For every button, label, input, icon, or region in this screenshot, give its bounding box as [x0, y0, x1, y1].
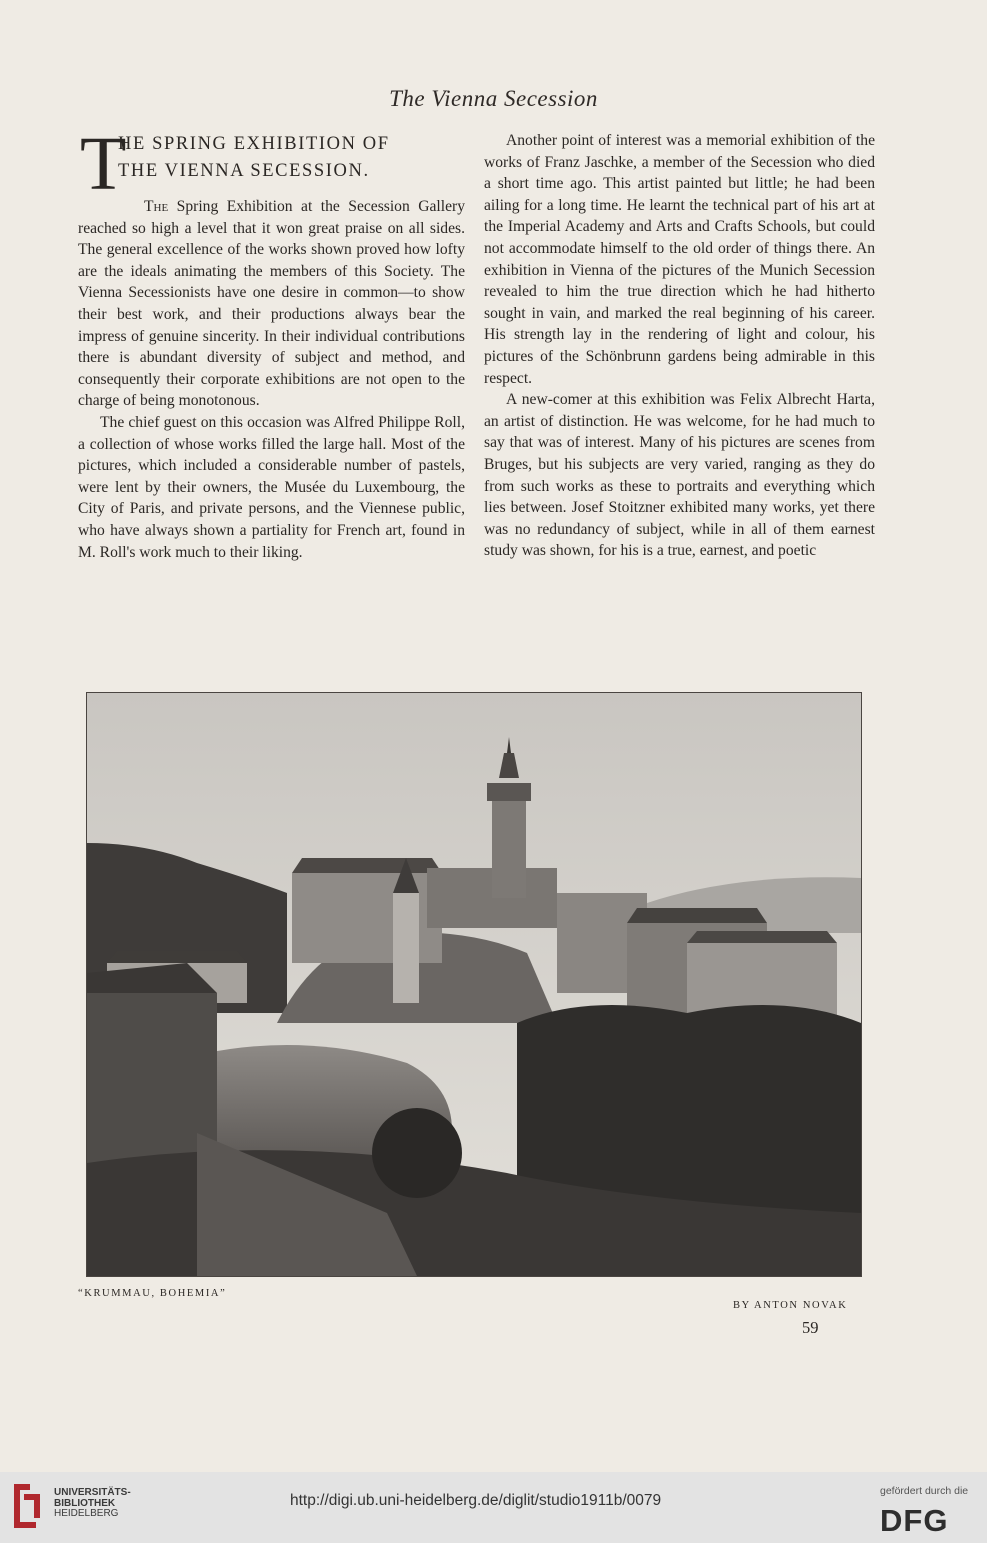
running-head: The Vienna Secession — [389, 86, 598, 111]
funder-label: gefördert durch die — [880, 1485, 969, 1497]
digitization-footer — [0, 1472, 987, 1543]
paragraph-1 — [78, 196, 465, 412]
lead-word: The — [144, 198, 169, 215]
library-name-line-2: BIBLIOTHEK — [54, 1497, 116, 1509]
library-name — [54, 1488, 131, 1520]
library-logo-icon — [10, 1482, 46, 1530]
drop-cap: T — [80, 122, 127, 206]
headline-line-1: HE SPRING EXHIBITION OF — [118, 134, 390, 154]
page-number: 59 — [802, 1318, 819, 1337]
painting-krummau — [86, 692, 862, 1277]
paragraph-4: A new-comer at this exhibition was Felix Albrecht Harta, an artist of distinction. He was welcome, for he had much to say that was of interest. Many of his pictures are scenes from Bruges, but his subjects are very varied, ranging as they do from such works as these to portraits and everything which lies between. Josef Stoitzner exhibited many works, yet there was no redundancy of subject, while in all of them earnest study was shown, for his is a true, earnest, and poetic — [484, 391, 875, 560]
paragraph-2: The chief guest on this occasion was Alfred Philippe Roll, a collection of whose works filled the large hall. Most of the pictures, which included a considerable number of pastels, were lent by their owners, the Musée du Luxembourg, the City of Paris, and private persons, and the Viennese public, who have always shown a partiality for French art, found in M. Roll's work much to their liking. — [78, 413, 465, 561]
left-column — [78, 122, 465, 563]
dfg-logo: DFG — [880, 1503, 949, 1538]
paragraph-3: Another point of interest was a memorial exhibition of the works of Franz Jaschke, a member of the Secession who died a short time ago. This artist painted but little; he had been ailing for a long time. He learnt the technical part of his art at the Imperial Academy and Arts and Crafts Schools, but could not accommodate himself to the old order of things there. An exhibition in Vienna of the pictures of the Munich Secession revealed to him the true direction which he had hitherto sought in vain, and marked the real beginning of his career. His strength lay in the rendering of light and colour, his pictures of the Schönbrunn gardens being admirable in this respect. — [484, 132, 875, 387]
painting-illustration — [87, 693, 861, 1276]
library-name-line-3: HEIDELBERG — [54, 1508, 119, 1519]
right-column — [484, 130, 875, 562]
figure-artist: BY ANTON NOVAK — [733, 1300, 848, 1311]
headline-line-2: THE VIENNA SECESSION. — [118, 161, 370, 181]
paragraph-1-text: Spring Exhibition at the Secession Gallery reached so high a level that it won great praise on all sides. The general excellence of the works shown proved how lofty are the ideals animating the members of this Society. The Vienna Secessionists have one desire in common—to show their best work, and their productions always bear the impress of genuine sincerity. In their individual contributions there is abundant diversity of subject and method, and consequently their corporate exhibitions are not open to the charge of being monotonous. — [78, 198, 465, 410]
source-url-link[interactable]: http://digi.ub.uni-heidelberg.de/diglit/studio1911b/0079 — [290, 1492, 662, 1509]
figure-title: “KRUMMAU, BOHEMIA” — [78, 1288, 227, 1299]
article-headline — [78, 122, 465, 206]
library-name-line-1: UNIVERSITÄTS- — [54, 1487, 131, 1498]
